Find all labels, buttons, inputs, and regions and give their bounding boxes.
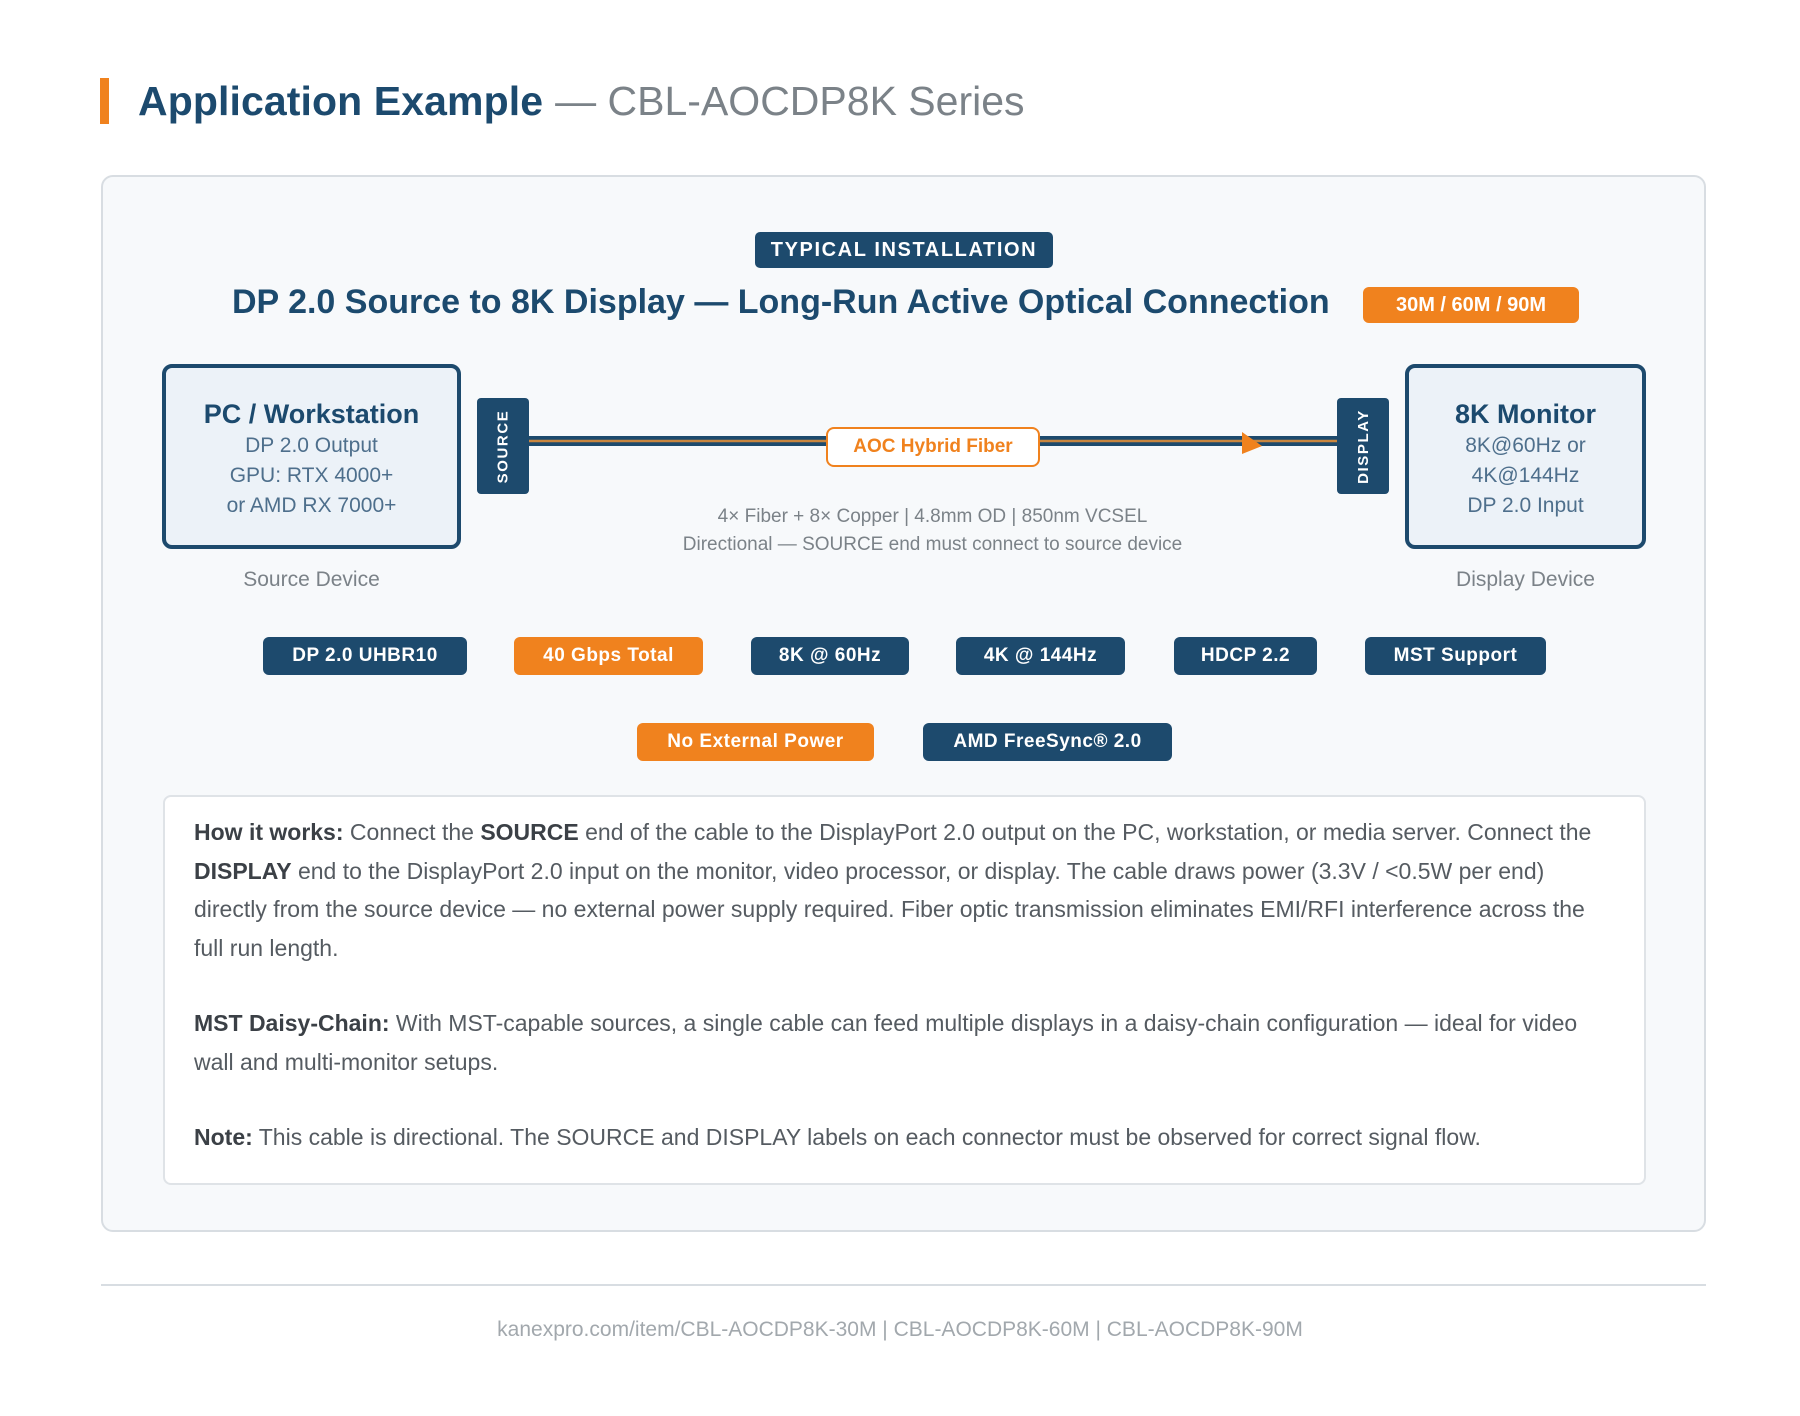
source-connector-label [477,398,529,494]
display-connector-label [1337,398,1389,494]
mst-text: With MST-capable sources, a single cable can feed multiple displays in a daisy-chain configuration — ideal for video wall and multi-monitor setups. [194,1010,1578,1075]
display-device-line: DP 2.0 Input [1467,494,1584,517]
diagram-title: DP 2.0 Source to 8K Display — Long-Run Active Optical Connection [232,283,1330,321]
source-device-box [162,364,461,549]
cable-spec-line: 4× Fiber + 8× Copper | 4.8mm OD | 850nm VCSEL [717,506,1148,527]
feature-chip: 4K @ 144Hz [956,637,1125,675]
feature-chip: MST Support [1365,637,1546,675]
source-keyword: SOURCE [480,819,579,845]
length-badge: 30M / 60M / 90M [1363,287,1579,323]
feature-chip: AMD FreeSync® 2.0 [923,723,1172,761]
feature-chip: DP 2.0 UHBR10 [263,637,467,675]
source-device-line: or AMD RX 7000+ [226,494,397,517]
feature-chip: 40 Gbps Total [514,637,703,675]
how-it-works-label: How it works: [194,819,344,845]
description-panel [163,795,1646,1185]
display-device-caption: Display Device [1456,568,1595,591]
display-connector-text: DISPLAY [1354,408,1372,484]
display-keyword: DISPLAY [194,857,292,884]
source-device-caption: Source Device [243,568,380,591]
how-it-works-paragraph [194,813,1616,967]
display-device-line: 4K@144Hz [1471,464,1580,487]
typical-installation-badge: TYPICAL INSTALLATION [755,232,1053,268]
cable-type-label: AOC Hybrid Fiber [826,427,1040,467]
display-device-line: 8K@60Hz or [1465,434,1586,457]
feature-chip: No External Power [637,723,874,761]
how-it-works-text: end of the cable to the DisplayPort 2.0 output on the PC, workstation, or media server. Connect the [578,819,1592,845]
display-device-name: 8K Monitor [1455,399,1596,429]
feature-chip: 8K @ 60Hz [751,637,909,675]
how-it-works-text: Connect the [343,819,481,845]
mst-label: MST Daisy-Chain: [194,1010,390,1036]
display-device-box [1405,364,1646,549]
source-device-name: PC / Workstation [203,399,420,429]
mst-paragraph [194,1004,1616,1081]
note-label: Note: [194,1124,253,1150]
footer-divider [101,1284,1706,1286]
source-device-line: GPU: RTX 4000+ [229,464,394,487]
source-connector-text: SOURCE [494,409,512,483]
note-paragraph [194,1118,1616,1157]
how-it-works-text: end to the DisplayPort 2.0 input on the monitor, video processor, or display. The cable draws power (3.3V / <0.5W per end) directly from the source device — no external power supply required. Fiber optic transmission eliminates EMI/RFI interference across the full run length. [194,857,1585,961]
cable-direction-note: Directional — SOURCE end must connect to source device [682,534,1183,555]
page-title: Application Example [138,77,544,124]
footer-links: kanexpro.com/item/CBL-AOCDP8K-30M | CBL-AOCDP8K-60M | CBL-AOCDP8K-90M [497,1318,1303,1341]
note-text: This cable is directional. The SOURCE and DISPLAY labels on each connector must be observed for correct signal flow. [252,1124,1481,1150]
feature-chip: HDCP 2.2 [1174,637,1317,675]
source-device-line: DP 2.0 Output [245,434,378,457]
page-subtitle: — CBL-AOCDP8K Series [555,77,1025,124]
